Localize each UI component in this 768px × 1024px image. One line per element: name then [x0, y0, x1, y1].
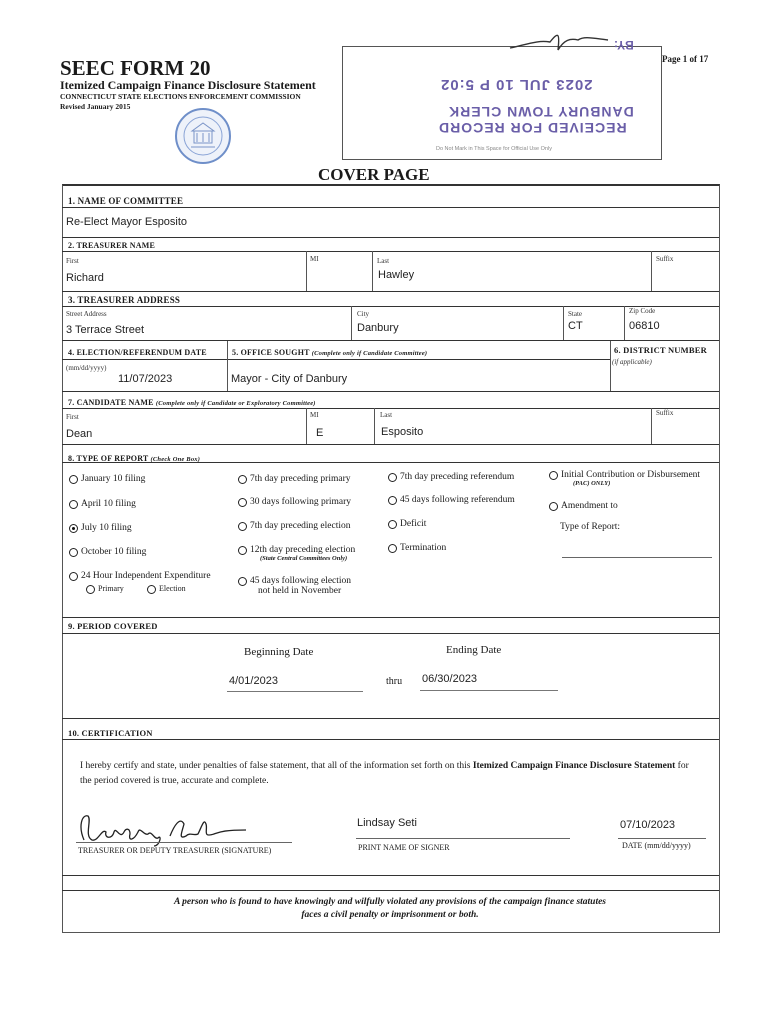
treasurer-first-label: First [66, 257, 79, 265]
radio-7th-day-primary[interactable]: 7th day preceding primary [238, 474, 351, 484]
radio-circle[interactable] [69, 572, 78, 581]
section-2-label: 2. TREASURER NAME [68, 241, 156, 250]
candidate-suffix-label: Suffix [656, 409, 674, 417]
zip-code[interactable]: 06810 [629, 320, 660, 332]
signature-date-label: DATE (mm/dd/yyyy) [622, 841, 691, 850]
candidate-first[interactable]: Dean [66, 428, 93, 440]
section-5-note: (Complete only if Candidate Committee) [311, 350, 428, 357]
stamp-by: BY: [614, 38, 634, 52]
candidate-mi-label: MI [310, 411, 319, 419]
radio-amendment[interactable]: Amendment to [549, 501, 618, 511]
radio-circle[interactable] [388, 544, 397, 553]
radio-termination[interactable]: Termination [388, 543, 446, 553]
beginning-date-label: Beginning Date [244, 646, 314, 658]
radio-45-days-label: 45 days following election [250, 576, 352, 586]
radio-circle[interactable] [388, 496, 397, 505]
amendment-type-label: Type of Report: [560, 522, 621, 532]
penalty-warning [62, 896, 718, 922]
radio-circle[interactable] [147, 585, 156, 594]
revised-date: Revised January 2015 [60, 102, 131, 111]
cover-page-title: COVER PAGE [318, 165, 430, 184]
signature-date[interactable]: 07/10/2023 [620, 819, 676, 831]
section-5-label [232, 348, 427, 357]
zip-label: Zip Code [629, 307, 656, 315]
radio-initial-note: (PAC) ONLY) [573, 480, 611, 487]
radio-circle[interactable] [238, 522, 247, 531]
radio-april-10[interactable]: April 10 filing [69, 499, 136, 509]
radio-circle[interactable] [86, 585, 95, 594]
street-address[interactable]: 3 Terrace Street [66, 324, 145, 336]
stamp-signature-mark [508, 30, 618, 61]
section-10-label: 10. CERTIFICATION [68, 728, 153, 738]
seal-icon [174, 107, 232, 165]
page-indicator: Page 1 of 17 [662, 54, 709, 64]
ending-date[interactable]: 06/30/2023 [422, 673, 478, 685]
form-title: SEEC FORM 20 [60, 56, 211, 80]
state[interactable]: CT [568, 320, 583, 332]
treasurer-first[interactable]: Richard [66, 272, 104, 284]
signer-label: PRINT NAME OF SIGNER [358, 843, 450, 852]
radio-october-10[interactable]: October 10 filing [69, 547, 146, 557]
certification-bold-2: Disclosure Statement [589, 761, 676, 771]
radio-circle[interactable] [388, 520, 397, 529]
district-note: (if applicable) [612, 358, 652, 366]
section-7-label [68, 398, 316, 407]
office-sought[interactable]: Mayor - City of Danbury [231, 373, 348, 385]
candidate-mi[interactable]: E [316, 427, 324, 439]
certification-text-2: for the period covered is true, accurate and complete. [80, 761, 689, 786]
agency-name: CONNECTICUT STATE ELECTIONS ENFORCEMENT COMMISSION [60, 92, 301, 101]
election-date-format: (mm/dd/yyyy) [66, 364, 107, 372]
section-6-label: 6. DISTRICT NUMBER [614, 345, 707, 355]
thru-label: thru [386, 676, 403, 687]
certification-bold-1: Itemized Campaign Finance [472, 761, 588, 771]
candidate-last-label: Last [380, 411, 393, 419]
election-date[interactable]: 11/07/2023 [118, 373, 173, 385]
radio-initial-label: Initial Contribution or Disbursement [561, 470, 701, 480]
section-8-title: 8. TYPE OF REPORT [68, 454, 149, 463]
ending-date-label: Ending Date [446, 644, 502, 656]
radio-circle[interactable] [238, 546, 247, 555]
candidate-last[interactable]: Esposito [381, 426, 424, 438]
radio-circle[interactable] [238, 475, 247, 484]
radio-24-hour-ie[interactable]: 24 Hour Independent Expenditure [69, 571, 211, 581]
beginning-date[interactable]: 4/01/2023 [229, 675, 278, 687]
official-use-box [342, 46, 662, 160]
treasurer-mi-label: MI [310, 255, 319, 263]
signature-label: TREASURER OR DEPUTY TREASURER (SIGNATURE) [78, 846, 272, 855]
certification-text-1: I hereby certify and state, under penalties of false statement, that all of the information set forth on this [80, 761, 473, 771]
section-3-label: 3. TREASURER ADDRESS [68, 295, 181, 305]
radio-12th-day-label: 12th day preceding election [250, 545, 356, 555]
radio-24-hour-primary[interactable]: Primary [86, 584, 124, 594]
radio-circle[interactable] [549, 502, 558, 511]
candidate-first-label: First [66, 413, 79, 421]
radio-circle[interactable] [238, 498, 247, 507]
radio-12th-day-election[interactable] [238, 545, 355, 562]
radio-24-hour-election[interactable]: Election [147, 584, 186, 594]
treasurer-suffix-label: Suffix [656, 255, 674, 263]
committee-name[interactable]: Re-Elect Mayor Esposito [66, 216, 188, 228]
radio-circle[interactable] [69, 475, 78, 484]
section-7-note: (Complete only if Candidate or Exploratory Committee) [155, 400, 316, 407]
stamp-line-received: RECEIVED FOR RECORD [438, 120, 627, 136]
radio-deficit[interactable]: Deficit [388, 519, 426, 529]
radio-circle[interactable] [238, 577, 247, 586]
radio-45-days-note: not held in November [258, 586, 342, 596]
form-subtitle: Itemized Campaign Finance Disclosure Statement [60, 78, 316, 92]
radio-initial-contribution[interactable] [549, 470, 700, 487]
section-4-label: 4. ELECTION/REFERENDUM DATE [68, 348, 207, 357]
radio-circle[interactable] [69, 548, 78, 557]
stamp-line-clerk: DANBURY TOWN CLERK [448, 104, 634, 120]
section-9-label: 9. PERIOD COVERED [68, 621, 158, 631]
amendment-type-line[interactable] [562, 557, 712, 558]
penalty-warning-line1: A person who is found to have knowingly and wilfully violated any provisions of the campaign finance statutes [173, 897, 607, 907]
radio-45-days-election[interactable] [238, 576, 351, 596]
radio-30-days-primary[interactable]: 30 days following primary [238, 497, 351, 507]
certification-text [80, 759, 700, 789]
radio-circle[interactable] [388, 473, 397, 482]
treasurer-last-label: Last [377, 257, 390, 265]
signer-name[interactable]: Lindsay Seti [357, 817, 417, 829]
radio-circle-checked[interactable] [69, 524, 78, 533]
section-1-label: 1. NAME OF COMMITTEE [68, 196, 184, 206]
section-5-title: 5. OFFICE SOUGHT [232, 348, 310, 357]
radio-45-days-referendum[interactable]: 45 days following referendum [388, 495, 515, 505]
radio-7th-day-referendum[interactable]: 7th day preceding referendum [388, 472, 514, 482]
radio-circle[interactable] [549, 471, 558, 480]
stamp-line-date: 2023 JUL 10 P 5:02 [440, 76, 593, 93]
radio-january-10[interactable]: January 10 filing [69, 474, 145, 484]
city-label: City [357, 310, 370, 318]
radio-12th-day-note: (State Central Committees Only) [260, 555, 348, 562]
treasurer-last[interactable]: Hawley [378, 269, 415, 281]
section-8-note: (Check One Box) [150, 456, 201, 463]
section-7-title: 7. CANDIDATE NAME [68, 398, 154, 407]
radio-july-10[interactable]: July 10 filing [69, 523, 132, 533]
street-label: Street Address [66, 310, 107, 318]
city[interactable]: Danbury [357, 322, 399, 334]
official-use-note: Do Not Mark in This Space for Official Use Only [436, 146, 552, 152]
radio-7th-day-election[interactable]: 7th day preceding election [238, 521, 351, 531]
state-label: State [568, 310, 582, 318]
penalty-warning-line2: faces a civil penalty or imprisonment or both. [301, 910, 479, 920]
radio-circle[interactable] [69, 500, 78, 509]
